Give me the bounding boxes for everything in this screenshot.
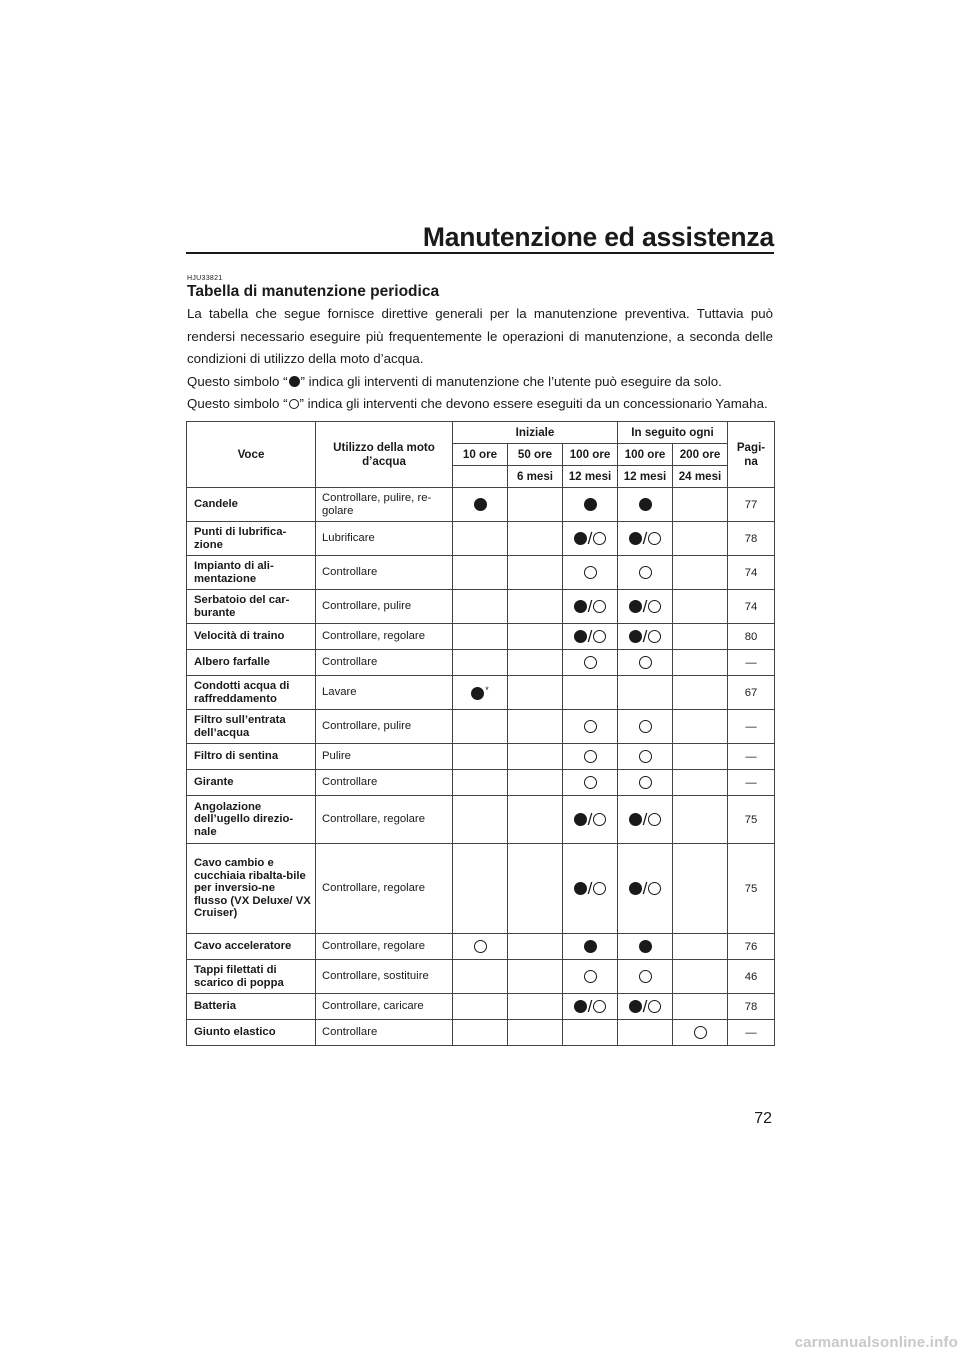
table-row <box>187 796 775 844</box>
row-action: Controllare <box>316 770 453 796</box>
slash-separator: / <box>642 529 648 548</box>
row-page: 76 <box>728 934 775 960</box>
row-page: 78 <box>728 994 775 1020</box>
table-row <box>187 710 775 744</box>
filled-circle-icon <box>639 940 652 953</box>
row-mark-cell <box>563 960 618 994</box>
row-mark-cell <box>453 710 508 744</box>
header-50ore: 50 ore <box>508 444 563 466</box>
open-circle-icon <box>289 399 299 409</box>
intro-text <box>187 303 773 416</box>
row-page: 80 <box>728 624 775 650</box>
row-mark-cell <box>508 676 563 710</box>
row-action: Controllare, regolare <box>316 796 453 844</box>
legend-empty-pre: Questo simbolo “ <box>187 396 288 411</box>
legend-empty-post: ” indica gli interventi che devono essere eseguiti da un concessionario Yamaha. <box>299 396 768 411</box>
row-mark-cell <box>563 650 618 676</box>
open-circle-icon <box>584 656 597 669</box>
row-mark-cell <box>453 844 508 934</box>
row-page: 74 <box>728 556 775 590</box>
row-mark-cell <box>563 770 618 796</box>
row-action: Controllare <box>316 556 453 590</box>
row-mark-cell <box>563 710 618 744</box>
open-circle-icon <box>584 776 597 789</box>
row-action: Lubrificare <box>316 522 453 556</box>
row-item: Velocità di traino <box>187 624 316 650</box>
row-item: Condotti acqua di raffreddamento <box>187 676 316 710</box>
row-mark-cell <box>563 1020 618 1046</box>
row-mark-cell <box>673 488 728 522</box>
row-mark-cell <box>563 844 618 934</box>
open-circle-icon <box>639 750 652 763</box>
row-mark-cell <box>508 556 563 590</box>
row-mark-cell <box>673 770 728 796</box>
table-row <box>187 590 775 624</box>
section-code: HJU33821 <box>187 275 223 282</box>
row-action: Lavare <box>316 676 453 710</box>
header-rule <box>186 252 774 254</box>
table-row <box>187 488 775 522</box>
row-mark-cell <box>453 796 508 844</box>
row-item: Tappi filettati di scarico di poppa <box>187 960 316 994</box>
slash-separator: / <box>587 879 593 898</box>
row-action: Controllare, sostituire <box>316 960 453 994</box>
row-mark-cell <box>673 590 728 624</box>
intro-paragraph: La tabella che segue fornisce direttive generali per la manutenzione preventiva. Tuttavia può rendersi necessario eseguire più frequentemente le operazioni di manutenzione, a seconda delle condizioni di utilizzo della moto d’acqua. <box>187 306 773 366</box>
row-mark-cell <box>673 796 728 844</box>
slash-separator: / <box>587 529 593 548</box>
open-circle-icon <box>584 566 597 579</box>
row-action: Controllare <box>316 650 453 676</box>
row-page: — <box>728 710 775 744</box>
row-mark-cell <box>453 960 508 994</box>
row-page: — <box>728 1020 775 1046</box>
row-mark-cell <box>673 650 728 676</box>
row-mark-cell <box>563 488 618 522</box>
row-mark-cell <box>673 710 728 744</box>
row-mark-cell <box>618 994 673 1020</box>
slash-separator: / <box>587 597 593 616</box>
row-page: 46 <box>728 960 775 994</box>
header-seguito: In seguito ogni <box>618 422 728 444</box>
filled-circle-icon <box>574 630 587 643</box>
row-mark-cell <box>673 744 728 770</box>
row-mark-cell <box>453 994 508 1020</box>
filled-circle-icon <box>629 600 642 613</box>
open-circle-icon <box>639 720 652 733</box>
row-mark-cell <box>508 770 563 796</box>
row-page: 74 <box>728 590 775 624</box>
slash-separator: / <box>642 810 648 829</box>
filled-circle-icon <box>574 882 587 895</box>
row-mark-cell <box>618 650 673 676</box>
row-mark-cell <box>673 960 728 994</box>
legend-full <box>187 371 773 394</box>
open-circle-icon <box>639 656 652 669</box>
slash-separator: / <box>642 879 648 898</box>
header-pagina: Pagi-na <box>728 422 775 488</box>
row-mark-cell <box>673 934 728 960</box>
row-page: 77 <box>728 488 775 522</box>
row-item: Giunto elastico <box>187 1020 316 1046</box>
filled-circle-icon <box>471 687 484 700</box>
header-12mesi-b: 12 mesi <box>618 466 673 488</box>
row-mark-cell <box>508 590 563 624</box>
slash-separator: / <box>642 997 648 1016</box>
row-mark-cell <box>618 770 673 796</box>
legend-full-pre: Questo simbolo “ <box>187 373 288 389</box>
row-page: 67 <box>728 676 775 710</box>
row-item: Punti di lubrifica-zione <box>187 522 316 556</box>
row-page: 75 <box>728 796 775 844</box>
row-mark-cell <box>673 522 728 556</box>
row-mark-cell <box>453 744 508 770</box>
page-header-title: Manutenzione ed assistenza <box>422 222 774 252</box>
header-voce: Voce <box>187 422 316 488</box>
row-mark-cell <box>618 590 673 624</box>
row-item: Albero farfalle <box>187 650 316 676</box>
row-mark-cell <box>563 994 618 1020</box>
filled-circle-icon <box>584 940 597 953</box>
filled-circle-icon <box>574 532 587 545</box>
header-iniziale: Iniziale <box>453 422 618 444</box>
open-circle-icon <box>648 630 661 643</box>
open-circle-icon <box>584 750 597 763</box>
row-mark-cell <box>618 934 673 960</box>
row-mark-cell <box>508 488 563 522</box>
watermark: carmanualsonline.info <box>794 1334 958 1351</box>
table-body <box>187 488 775 1046</box>
slash-separator: / <box>587 810 593 829</box>
open-circle-icon <box>593 882 606 895</box>
filled-circle-icon <box>629 1000 642 1013</box>
filled-circle-icon <box>584 498 597 511</box>
open-circle-icon <box>593 1000 606 1013</box>
row-mark-cell <box>508 960 563 994</box>
row-mark-cell <box>618 556 673 590</box>
row-item: Filtro sull’entrata dell’acqua <box>187 710 316 744</box>
row-action: Controllare, pulire <box>316 710 453 744</box>
open-circle-icon <box>584 720 597 733</box>
row-mark-cell <box>673 676 728 710</box>
header-10ore: 10 ore <box>453 444 508 466</box>
header-empty-months <box>453 466 508 488</box>
legend-empty <box>187 393 773 416</box>
slash-separator: / <box>587 997 593 1016</box>
table-row <box>187 934 775 960</box>
section-title: Tabella di manutenzione periodica <box>187 283 440 300</box>
row-mark-cell <box>508 994 563 1020</box>
row-item: Cavo acceleratore <box>187 934 316 960</box>
row-mark-cell <box>508 796 563 844</box>
row-mark-cell <box>618 844 673 934</box>
row-mark-cell <box>453 556 508 590</box>
filled-circle-icon <box>639 498 652 511</box>
row-mark-cell <box>618 522 673 556</box>
row-mark-cell <box>508 744 563 770</box>
row-mark-cell <box>453 488 508 522</box>
filled-circle-icon <box>574 600 587 613</box>
row-mark-cell <box>563 522 618 556</box>
row-mark-cell <box>563 934 618 960</box>
row-mark-cell <box>508 1020 563 1046</box>
filled-circle-icon <box>629 630 642 643</box>
row-page: — <box>728 650 775 676</box>
row-mark-cell <box>453 676 508 710</box>
open-circle-icon <box>694 1026 707 1039</box>
row-mark-cell <box>673 624 728 650</box>
header-200ore: 200 ore <box>673 444 728 466</box>
table-row <box>187 556 775 590</box>
row-mark-cell <box>563 590 618 624</box>
filled-circle-icon <box>474 498 487 511</box>
open-circle-icon <box>593 630 606 643</box>
table-row <box>187 960 775 994</box>
open-circle-icon <box>648 532 661 545</box>
row-action: Controllare, pulire, re-golare <box>316 488 453 522</box>
row-mark-cell <box>563 796 618 844</box>
row-action: Controllare, pulire <box>316 590 453 624</box>
header-100ore-b: 100 ore <box>618 444 673 466</box>
row-item: Filtro di sentina <box>187 744 316 770</box>
filled-circle-icon <box>629 532 642 545</box>
row-mark-cell <box>618 676 673 710</box>
row-item: Angolazione dell’ugello direzio-nale <box>187 796 316 844</box>
row-mark-cell <box>618 960 673 994</box>
row-mark-cell <box>508 934 563 960</box>
row-mark-cell <box>453 1020 508 1046</box>
row-item: Impianto di ali-mentazione <box>187 556 316 590</box>
open-circle-icon <box>639 970 652 983</box>
slash-separator: / <box>587 627 593 646</box>
table-row <box>187 650 775 676</box>
row-item: Cavo cambio e cucchiaia ribalta-bile per inversio-ne flusso (VX Deluxe/ VX Cruiser) <box>187 844 316 934</box>
row-item: Candele <box>187 488 316 522</box>
row-page: 75 <box>728 844 775 934</box>
row-item: Serbatoio del car-burante <box>187 590 316 624</box>
row-mark-cell <box>563 676 618 710</box>
row-mark-cell <box>453 934 508 960</box>
row-mark-cell <box>508 710 563 744</box>
row-mark-cell <box>673 994 728 1020</box>
header-utilizzo: Utilizzo della moto d’acqua <box>316 422 453 488</box>
filled-circle-icon <box>289 376 300 387</box>
header-12mesi-a: 12 mesi <box>563 466 618 488</box>
header-24mesi: 24 mesi <box>673 466 728 488</box>
table-row <box>187 1020 775 1046</box>
slash-separator: / <box>642 597 648 616</box>
row-mark-cell <box>453 770 508 796</box>
open-circle-icon <box>648 600 661 613</box>
row-item: Batteria <box>187 994 316 1020</box>
row-mark-cell <box>453 590 508 624</box>
page-number: 72 <box>754 1110 772 1127</box>
table-row <box>187 624 775 650</box>
row-mark-cell <box>563 556 618 590</box>
row-mark-cell <box>453 522 508 556</box>
row-mark-cell <box>508 844 563 934</box>
legend-full-post: ” indica gli interventi di manutenzione che l’utente può eseguire da solo. <box>300 373 722 389</box>
table-row <box>187 744 775 770</box>
table-row <box>187 844 775 934</box>
filled-circle-icon <box>574 1000 587 1013</box>
row-item: Girante <box>187 770 316 796</box>
row-action: Controllare <box>316 1020 453 1046</box>
filled-circle-icon <box>629 882 642 895</box>
open-circle-icon <box>639 776 652 789</box>
row-mark-cell <box>673 844 728 934</box>
header-100ore-a: 100 ore <box>563 444 618 466</box>
row-action: Controllare, regolare <box>316 934 453 960</box>
row-page: 78 <box>728 522 775 556</box>
row-mark-cell <box>453 624 508 650</box>
row-mark-cell <box>618 744 673 770</box>
slash-separator: / <box>642 627 648 646</box>
open-circle-icon <box>648 882 661 895</box>
row-action: Pulire <box>316 744 453 770</box>
table-row <box>187 522 775 556</box>
filled-circle-icon <box>574 813 587 826</box>
row-action: Controllare, regolare <box>316 844 453 934</box>
open-circle-icon <box>639 566 652 579</box>
row-action: Controllare, regolare <box>316 624 453 650</box>
row-page: — <box>728 770 775 796</box>
filled-circle-icon <box>629 813 642 826</box>
open-circle-icon <box>593 813 606 826</box>
open-circle-icon <box>648 1000 661 1013</box>
open-circle-icon <box>584 970 597 983</box>
maintenance-table <box>186 421 775 1046</box>
open-circle-icon <box>474 940 487 953</box>
row-mark-cell <box>618 1020 673 1046</box>
row-page: — <box>728 744 775 770</box>
row-mark-cell <box>673 1020 728 1046</box>
row-mark-cell <box>508 650 563 676</box>
asterisk-mark: * <box>485 684 489 695</box>
table-row <box>187 994 775 1020</box>
row-mark-cell <box>673 556 728 590</box>
row-mark-cell <box>618 710 673 744</box>
row-mark-cell <box>618 796 673 844</box>
open-circle-icon <box>593 532 606 545</box>
row-mark-cell <box>618 624 673 650</box>
row-mark-cell <box>618 488 673 522</box>
open-circle-icon <box>593 600 606 613</box>
open-circle-icon <box>648 813 661 826</box>
row-action: Controllare, caricare <box>316 994 453 1020</box>
header-6mesi: 6 mesi <box>508 466 563 488</box>
row-mark-cell <box>508 522 563 556</box>
row-mark-cell <box>508 624 563 650</box>
row-mark-cell <box>563 744 618 770</box>
table-row <box>187 770 775 796</box>
row-mark-cell <box>563 624 618 650</box>
row-mark-cell <box>453 650 508 676</box>
table-row <box>187 676 775 710</box>
